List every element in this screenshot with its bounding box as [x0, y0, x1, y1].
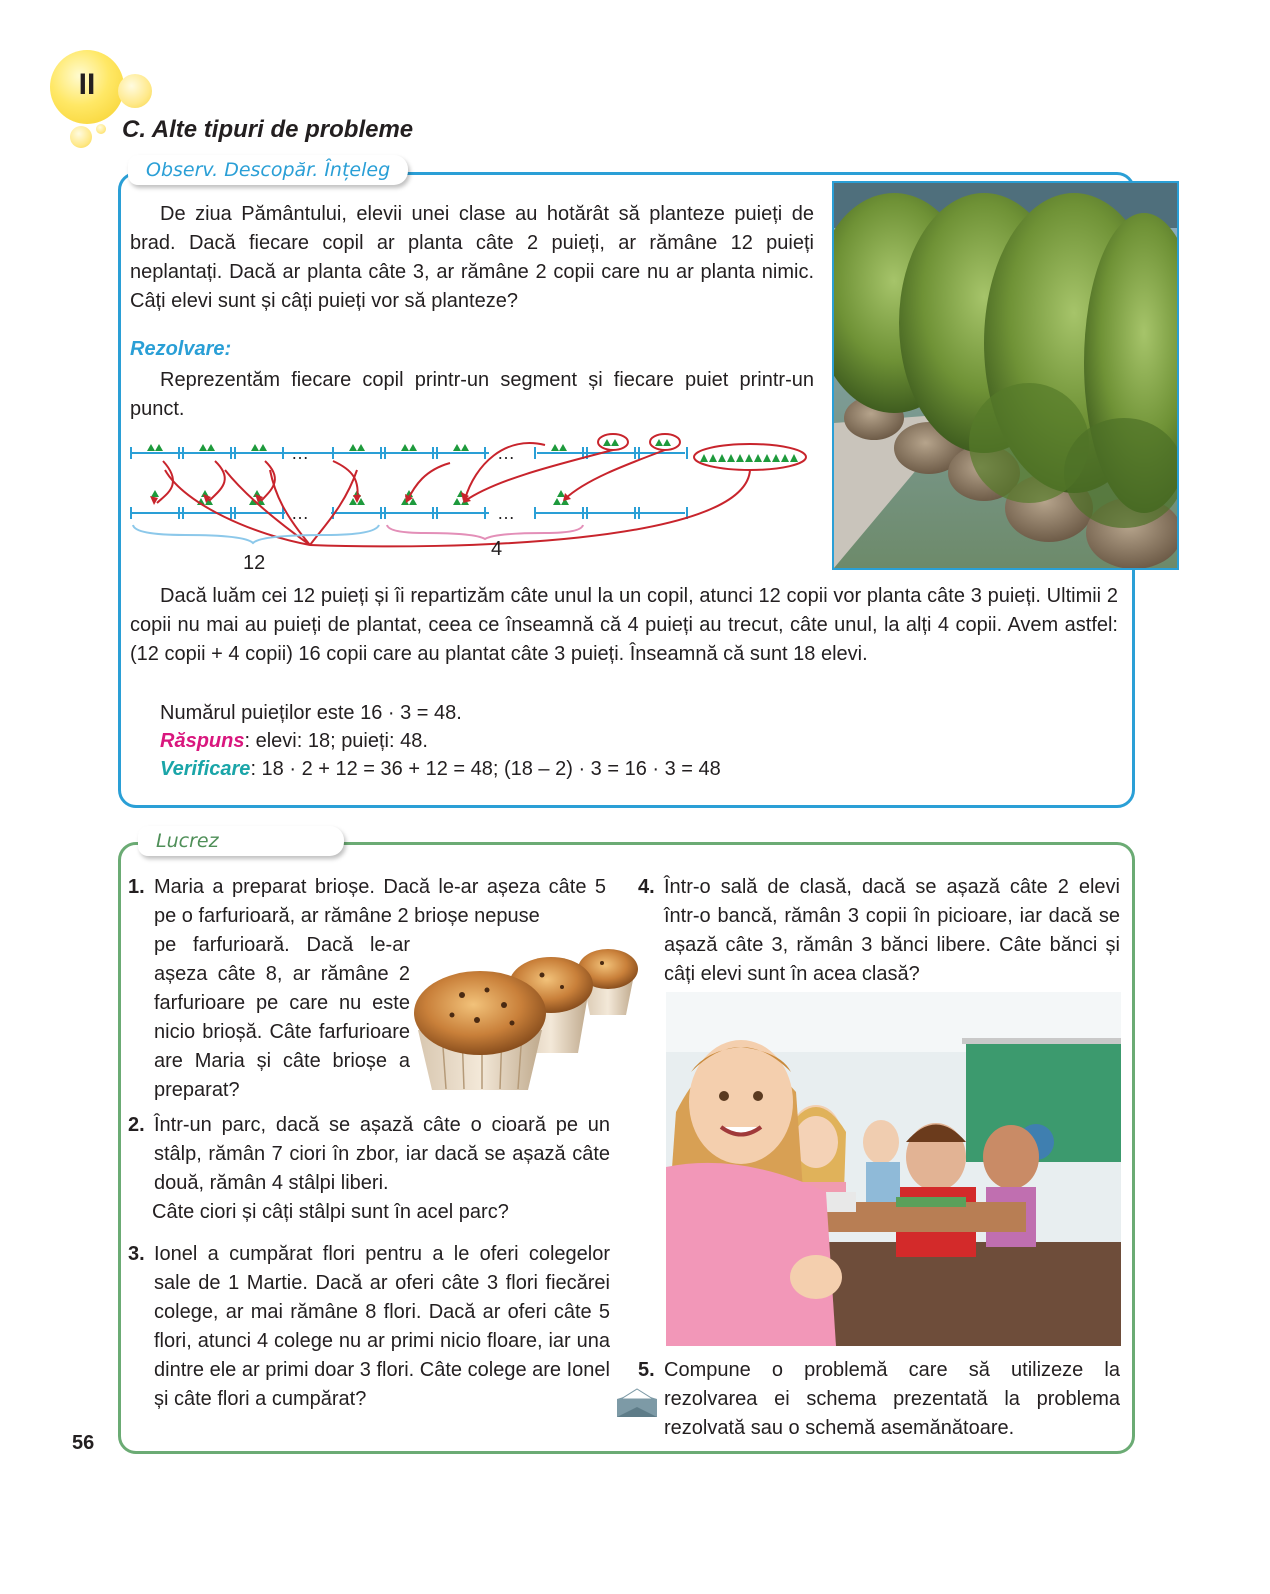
problem-5 — [638, 1356, 1122, 1443]
problem-3 — [128, 1240, 610, 1414]
rezolvare-text: Reprezentăm fiecare copil printr-un segment și fiecare puiet printr-un punct. — [130, 369, 814, 420]
verification-text: : 18 · 2 + 12 = 36 + 12 = 48; (18 – 2) · 3 = 16 · 3 = 48 — [250, 758, 721, 780]
answer-label: Răspuns — [160, 730, 245, 752]
tree-saplings-photo — [832, 181, 1179, 570]
problem-4-text: Într-o sală de clasă, dacă se așază câte 2 elevi într-o bancă, rămân 3 copii în picioare, iar dacă se așază câte 3, rămân 3 bănci libere. Câte bănci și câți elevi sunt în acea clasă? — [664, 876, 1120, 985]
segment-schema — [125, 425, 815, 575]
verification-line — [160, 755, 721, 784]
explanation-text: Dacă luăm cei 12 puieți și îi repartizăm câte unul la un copil, atunci 12 copii vor planta câte 3 puieți. Ultimii 2 copii nu mai au puieți de plantat, ceea ce înseamnă că 4 puieți au trecut, câte unul, la alți 4 copii. Avem astfel: (12 copii + 4 copii) 16 copii care au plantat câte 3 puieți. Înseamnă că sunt 18 elevi. — [130, 585, 1118, 665]
problem-number: 1. — [128, 876, 145, 898]
work-tab-label: Lucrez — [138, 826, 344, 856]
badge-bubble-decoration — [96, 124, 106, 134]
muffins-image — [412, 935, 642, 1093]
classroom-photo — [666, 992, 1121, 1346]
brace-twelve-label: 12 — [243, 552, 266, 574]
problem-number: 2. — [128, 1114, 145, 1136]
ellipsis: … — [497, 443, 515, 463]
problem-statement: De ziua Pământului, elevii unei clase au hotărât să planteze puieți de brad. Dacă fiecare copil ar planta câte 2 puieți, ar rămâne 12 puieți neplantați. Dacă ar planta câte 3, ar rămâne 2 copii care nu ar planta nimic. Câți elevi sunt și câți puieți vor să planteze? — [130, 203, 814, 312]
brace-twelve — [133, 525, 379, 543]
problem-1-text-top: Maria a preparat brioșe. Dacă le-ar așeza câte 5 pe o farfurioară, ar rămâne 2 brioșe nepuse — [154, 876, 606, 927]
verification-label: Verificare — [160, 758, 251, 780]
rezolvare-label: Rezolvare: — [130, 338, 232, 360]
section-title: C. Alte tipuri de probleme — [122, 116, 414, 143]
circled-pair — [598, 434, 628, 450]
problem-5-text: Compune o problemă care să utilizeze la rezolvarea ei schema prezentată la problema rezolvată sau o schemă asemănătoare. — [664, 1359, 1120, 1439]
bottom-segment-line — [131, 507, 687, 519]
problem-number: 3. — [128, 1243, 145, 1265]
sapling-pairs-top — [147, 439, 671, 451]
problem-2 — [128, 1111, 610, 1227]
problem-number: 4. — [638, 876, 655, 898]
problem-3-text: Ionel a cumpărat flori pentru a le oferi colegelor sale de 1 Martie. Dacă ar oferi câte 3 flori fiecărei colege, ar mai rămâne 8 flori. Dacă ar oferi câte 5 flori, atunci 4 colege nu ar primi nicio floare, iar una dintre ele ar primi doar 3 flori. Câte colege are Ionel și câte flori a cumpărat? — [154, 1243, 610, 1410]
twelve-saplings — [700, 454, 798, 462]
page-number: 56 — [72, 1432, 95, 1454]
problem-2-text: Într-un parc, dacă se așază câte o cioară pe un stâlp, rămân 7 ciori în zbor, iar dacă se așază câte două, rămân 4 stâlpi liberi. — [154, 1114, 610, 1194]
redistribution-arrows — [157, 443, 750, 546]
badge-bubble-decoration — [70, 126, 92, 148]
answer-text: : elevi: 18; puieți: 48. — [244, 730, 428, 752]
brace-four — [387, 525, 583, 539]
number-result-line: Numărul puieților este 16 · 3 = 48. — [160, 702, 462, 724]
circled-pair — [650, 434, 680, 450]
ellipsis: … — [291, 443, 309, 463]
problem-4 — [638, 873, 1122, 989]
observe-tab-label: Observ. Descopăr. Înțeleg — [128, 155, 408, 185]
brace-four-label: 4 — [491, 538, 503, 560]
problem-1 — [128, 873, 610, 931]
problem-number: 5. — [638, 1359, 655, 1381]
problem-2-question: Câte ciori și câți stâlpi sunt în acel parc? — [152, 1201, 509, 1223]
chapter-badge-label: II — [78, 68, 96, 101]
problem-1-text-side: pe farfurioară. Dacă le-ar așeza câte 8, ar rămâne 2 farfurioare pe care nu este nicio brioșă. Câte farfurioare are Maria și câte brioșe a preparat? — [154, 934, 410, 1101]
ellipsis: … — [497, 503, 515, 523]
answer-line — [160, 727, 428, 756]
ellipsis: … — [291, 503, 309, 523]
